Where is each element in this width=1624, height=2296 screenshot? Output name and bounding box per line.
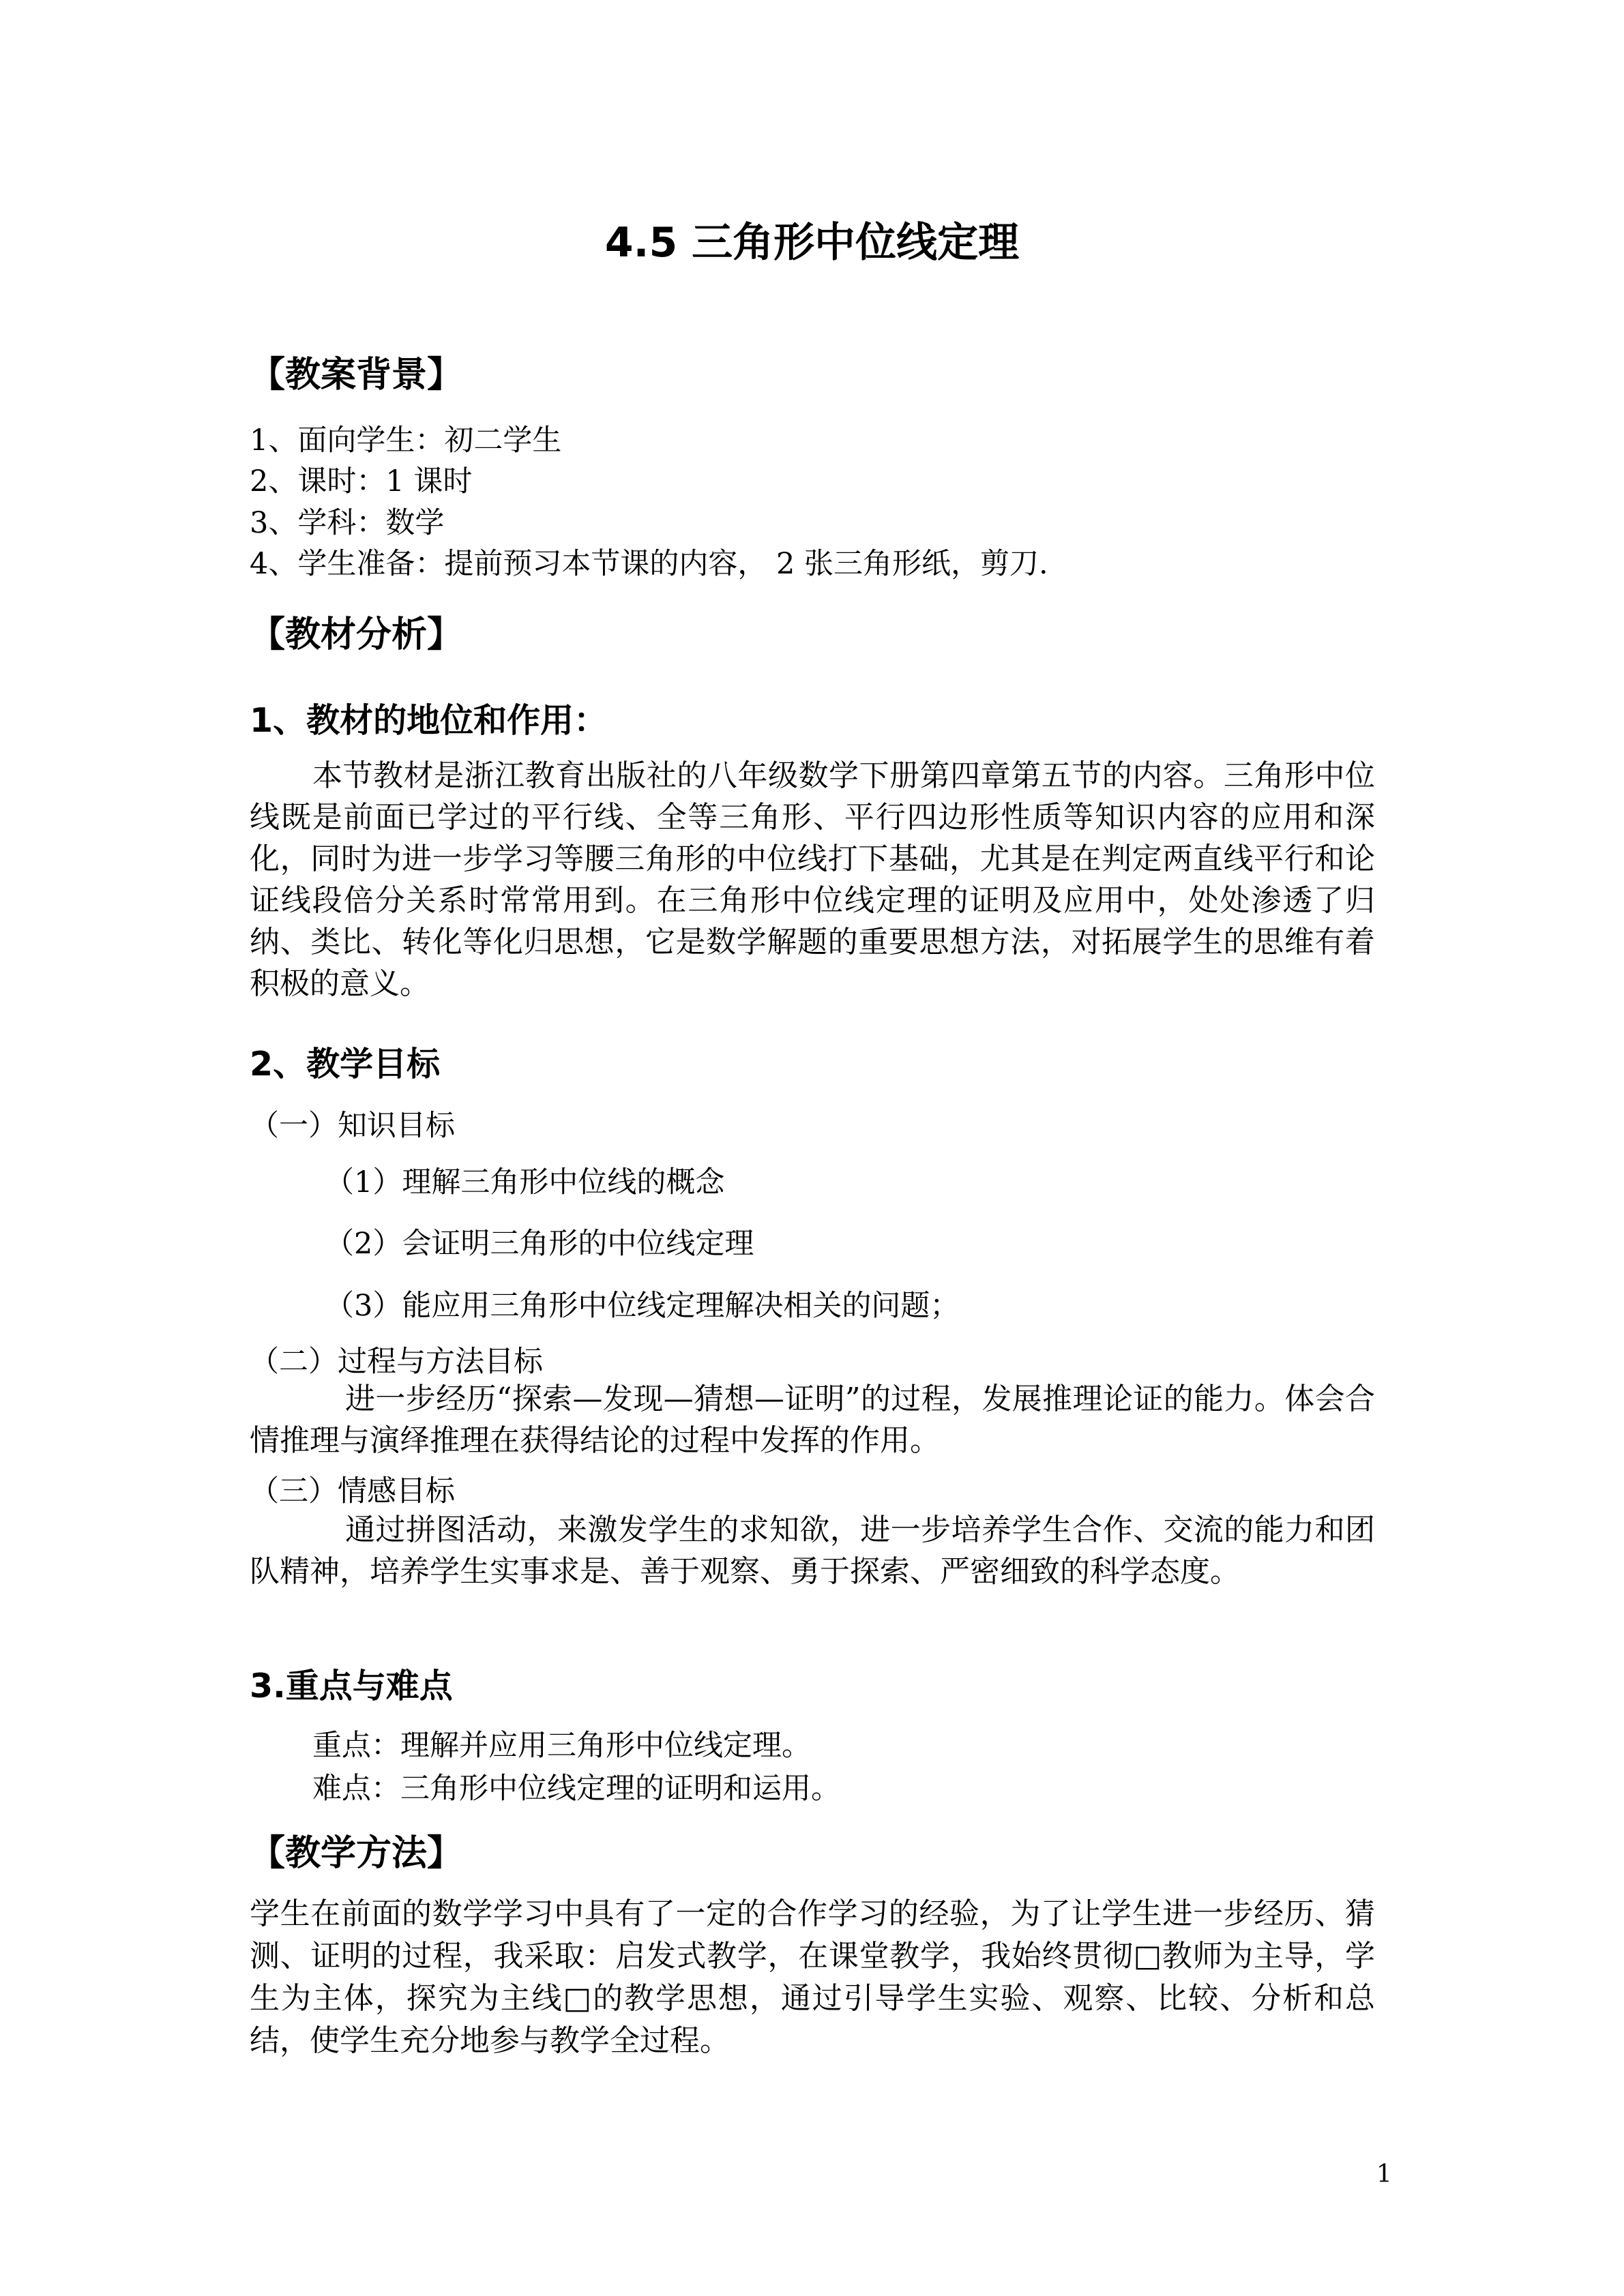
knowledge-goal-item-3: （3）能应用三角形中位线定理解决相关的问题； bbox=[325, 1289, 960, 1323]
subsection-heading-position: 1、教材的地位和作用： bbox=[250, 701, 608, 740]
section-heading-background: 【教案背景】 bbox=[250, 355, 463, 396]
page-number: 1 bbox=[1376, 2160, 1392, 2188]
process-goals-paragraph: 进一步经历“探索—发现—猜想—证明”的过程，发展推理论证的能力。体会合情推理与演绎推理在获得结论的过程中发挥的作用。 bbox=[250, 1382, 1375, 1458]
subsection-heading-keypoints: 3.重点与难点 bbox=[250, 1667, 453, 1705]
section-heading-method: 【教学方法】 bbox=[250, 1833, 463, 1874]
background-item-subject: 3、学科：数学 bbox=[250, 506, 445, 540]
difficulty-text: 难点：三角形中位线定理的证明和运用。 bbox=[312, 1772, 840, 1806]
background-item-audience: 1、面向学生：初二学生 bbox=[250, 423, 562, 458]
emotion-goals-paragraph: 通过拼图活动，来激发学生的求知欲，进一步培养学生合作、交流的能力和团队精神，培养学生实事求是、善于观察、勇于探索、严密细致的科学态度。 bbox=[250, 1512, 1375, 1589]
knowledge-goal-item-2: （2）会证明三角形的中位线定理 bbox=[325, 1227, 754, 1261]
keypoint-text: 重点：理解并应用三角形中位线定理。 bbox=[312, 1729, 811, 1763]
method-paragraph: 学生在前面的数学学习中具有了一定的合作学习的经验，为了让学生进一步经历、猜测、证明的过程，我采取：启发式教学，在课堂教学，我始终贯彻□教师为主导，学生为主体，探究为主线□的教学思想，通过引导学生实验、观察、比较、分析和总结，使学生充分地参与教学全过程。 bbox=[250, 1896, 1375, 2058]
page-title: 4.5 三角形中位线定理 bbox=[604, 219, 1020, 267]
subsection-heading-goals: 2、教学目标 bbox=[250, 1045, 441, 1084]
process-goals-label: （二）过程与方法目标 bbox=[250, 1345, 543, 1379]
section-heading-analysis: 【教材分析】 bbox=[250, 614, 463, 655]
knowledge-goal-item-1: （1）理解三角形中位线的概念 bbox=[325, 1165, 725, 1199]
knowledge-goals-label: （一）知识目标 bbox=[250, 1109, 455, 1143]
emotion-goals-label: （三）情感目标 bbox=[250, 1474, 455, 1508]
background-item-preparation: 4、学生准备：提前预习本节课的内容， 2 张三角形纸，剪刀. bbox=[250, 547, 1048, 581]
position-paragraph: 本节教材是浙江教育出版社的八年级数学下册第四章第五节的内容。三角形中位线既是前面已学过的平行线、全等三角形、平行四边形性质等知识内容的应用和深化，同时为进一步学习等腰三角形的中位线打下基础，尤其是在判定两直线平行和论证线段倍分关系时常常用到。在三角形中位线定理的证明及应用中，处处渗透了归纳、类比、转化等化归思想，它是数学解题的重要思想方法，对拓展学生的思维有着积极的意义。 bbox=[250, 758, 1375, 1001]
background-item-hours: 2、课时：1 课时 bbox=[250, 464, 473, 498]
